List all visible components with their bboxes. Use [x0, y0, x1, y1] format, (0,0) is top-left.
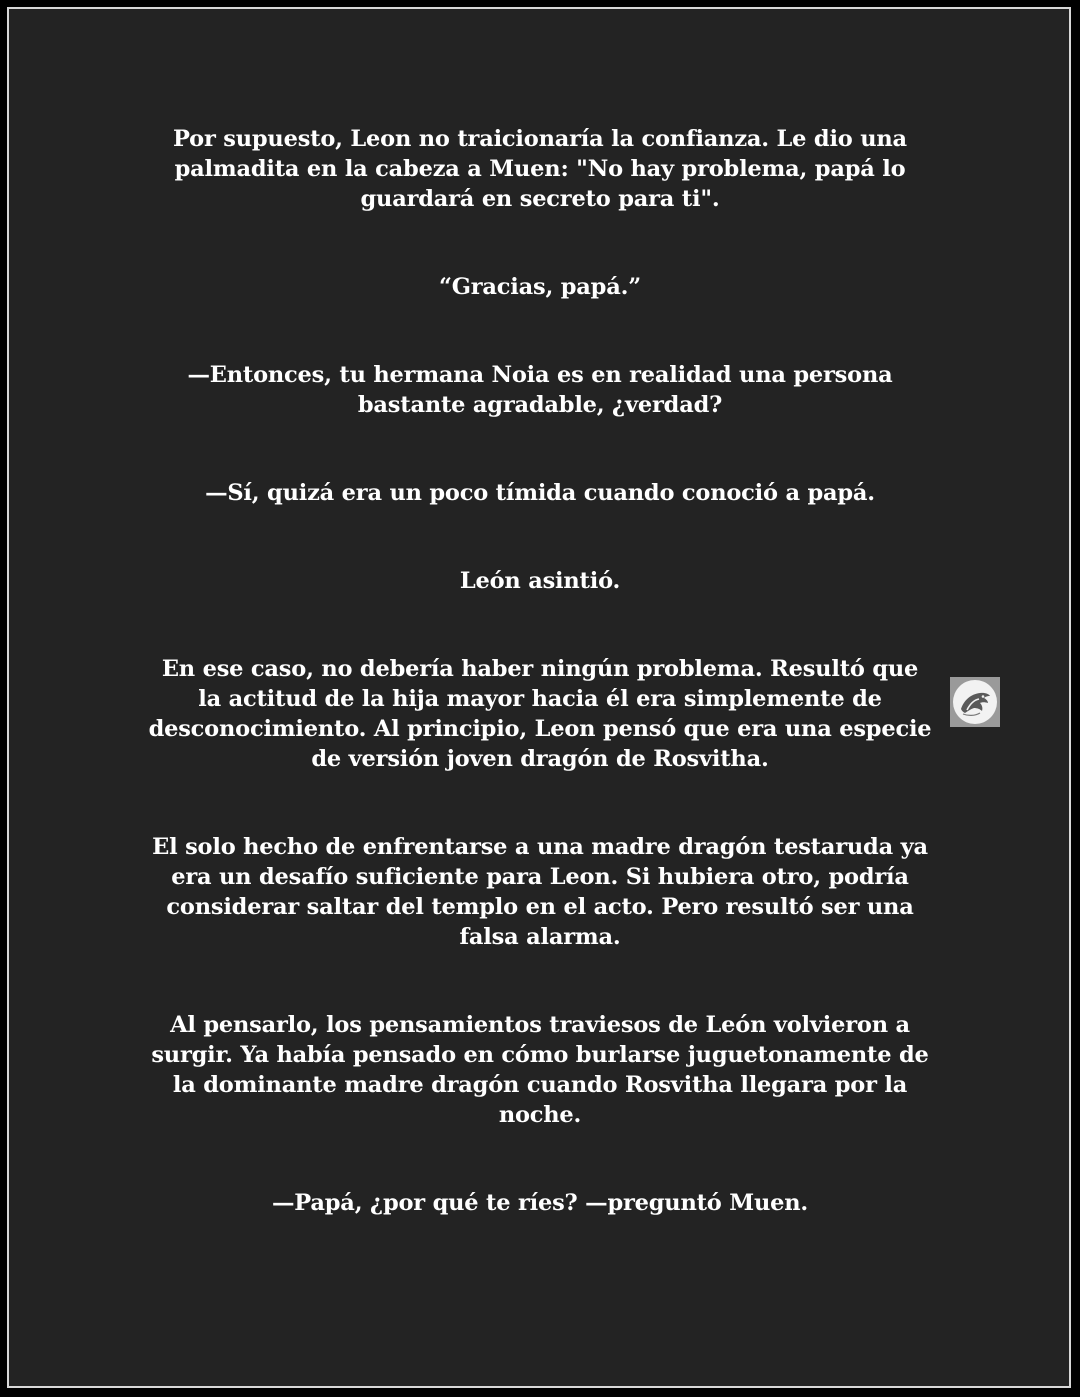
story-text — [148, 124, 932, 1276]
paragraph-2: “Gracias, papá.” — [439, 274, 641, 300]
paragraph-9: —Papá, ¿por qué te ríes? —preguntó Muen. — [271, 1190, 809, 1216]
paragraph-1: Por supuesto, Leon no traicionaría la confianza. Le dio una palmadita en la cabeza a Muen: "No hay problema, papá lo guardará en secreto para ti". — [173, 126, 907, 212]
paragraph-6: En ese caso, no debería haber ningún problema. Resultó que la actitud de la hija mayor hacia él era simplemente de desconocimiento. Al principio, Leon pensó que era una especie de versión joven dragón de Rosvitha. — [148, 656, 932, 772]
dragon-avatar-button[interactable] — [950, 677, 1000, 727]
paragraph-5: León asintió. — [459, 568, 621, 594]
paragraph-7: El solo hecho de enfrentarse a una madre dragón testaruda ya era un desafío suficiente para Leon. Si hubiera otro, podría considerar saltar del templo en el acto. Pero resultó ser una falsa alarma. — [152, 834, 928, 950]
paragraph-3: —Entonces, tu hermana Noia es en realidad una persona bastante agradable, ¿verdad? — [187, 362, 893, 418]
paragraph-8: Al pensarlo, los pensamientos traviesos de León volvieron a surgir. Ya había pensado en cómo burlarse juguetonamente de la dominante madre dragón cuando Rosvitha llegara por la noche. — [151, 1012, 929, 1128]
dragon-logo-icon — [953, 680, 997, 724]
paragraph-4: —Sí, quizá era un poco tímida cuando conoció a papá. — [205, 480, 875, 506]
